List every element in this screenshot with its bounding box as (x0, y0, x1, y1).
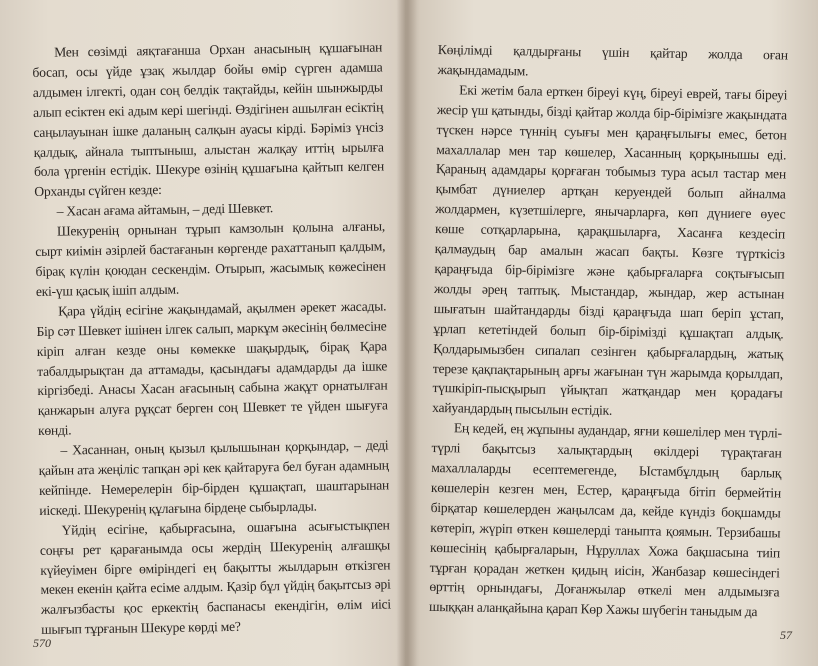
page-number-left: 570 (33, 636, 51, 650)
paragraph: Ең кедей, ең жұпыны аудандар, яғни көшелілер мен түрлі-түрлі бақытсыз халықтардың өкілдері түрақтаған махаллаларды есептемегенде, Ыстамбұлдың барлық көшелерін кезген мен, Естер, қараңғыда бітіп бермейтін бірқатар көшелерден жаңылсам да, кейде күндіз боқшамды көтеріп, жүріп өткен көшелерді таныпта қоямын. Терзибашы көшесінің қабырғаларын, Нұруллах Хожа бақшасына тиіп тұрған қорадан жеткен қидың иісін, Жанбазар көшесіндегі өрттің орнындағы, Доғанжылар өткелі мен алдымызға шыққан аланқайына қарап Көр Хажы шүбегін таныдым да (428, 420, 782, 620)
right-page-text (429, 40, 788, 623)
paragraph: Көңілімді қалдырғаны үшін қайтар жолда оған жақындамадым. (437, 41, 788, 79)
paragraph: Мен сөзімді аяқтағанша Орхан анасының құшағынан босап, осы үйде ұзақ жылдар бойы өмір сүрген адамша алдымен ілгекті, одан соң белдік тақтайды, кейін шынжырды алып есіктен екі адым кері шегінді. Өздігінен ашылған есіктің саңылауынан ішке даланың салқын ауасы кірді. Бәріміз үнсіз қалдық, айнала тыптыныш, алыстан жалқау иттің ырылға бола үргенін естідік. Шекуре өзінің құшағына қайтып келген Орханды сүйген кезде: (32, 39, 385, 200)
paragraph: Қара үйдің есігіне жақындамай, ақылмен әрекет жасады. Бір сәт Шевкет ішінен ілгек салып, маркұм әкесінің бөлмесіне кіріп алған кезде оны көмекке шақырдық, бірақ Қара табалдырықтан да аттамады, қасындағы адамдарды да ішке кіргізбеді. Анасы Хасан ағасының сабына жақұт орнатылған қанжарын алуға рұқсат берген соң Шевкет те үйден шығуға көнді. (36, 298, 388, 439)
left-page (0, 0, 406, 666)
paragraph: – Хасан ағама айтамын, – деді Шевкет. (56, 200, 274, 219)
paragraph: Үйдің есігіне, қабырғасына, ошағына асығыстықпен соңғы рет қарағанымда осы жердің Шекуренің алғашқы күйеуімен бірге өміріндегі ең бақытты жылдарын өткізген мекен екенін қайта есіме алдым. Қазір бұл үйдің бақытсыз әрі жалғызбасты қос еркектің баспанасы екендігін, өлім иісі шығып тұрғанын Шекуре көрді ме? (39, 517, 391, 638)
paragraph: Екі жетім бала ерткен біреуі күң, біреуі еврей, тағы біреуі жесір үш қатынды, бізді қайтар жолда бір-бірімізге жақындата түскен нәрсе түннің суығы мен қараңғылығы емес, бетон махаллалар мен тар көшелер, Хасанның қорқынышы еді. Қараның адамдары қорғаған тобымыз тура асыл тастар мен қымбат дүниелер артқан керуендей болып айналма жолдармен, күзетшілерге, янычарларға, көп дүниеге өуес көше сотқарларына, қарақшыларға, Хасанға кездесіп қалмаудың бар амалын жасап бақты. Көзге түрткісіз қараңғыда бір-бірімізге және қабырғаларға соқтығысып жолды әрең таптық. Мыстандар, жындар, жер астынан шығатын шайтандарды бізді қараңғыда шап беріп ұстап, ұрлап кететіндей болып бір-бірімізді құшақтап алдық. Қолдарымызбен сипалап сезінген қабырғалардың, жатық терезе қақпақтарының арғы жағынан түн жарымда қорылдап, түшкіріп-пысқырып үйықтап жатқандар мен қорадағы хайуандардың пысылын естідік. (432, 82, 788, 419)
right-page (408, 0, 818, 666)
page-number-right: 57 (780, 628, 792, 642)
paragraph: – Хасаннан, оның қызыл қылышынан қорқындар, – деді қайын ата жеңіліс тапқан әрі кек қайтаруға бел буған адамның кейпінде. Немерелерін бір-бірден құшақтап, шаштарынан иіскеді. Шекуренің құлағына бірдеңе сыбырлады. (38, 437, 390, 518)
paragraph: Шекуренің орнынан тұрып камзолын қолына алғаны, сырт киімін әзірлей бастағанын көргенде рахаттанып қалдым, бірақ күлін қоюдан сескендім. Отырып, жасымық көжесінен екі-үш қасық ішіп алдым. (35, 218, 386, 299)
left-page-text (32, 38, 391, 641)
